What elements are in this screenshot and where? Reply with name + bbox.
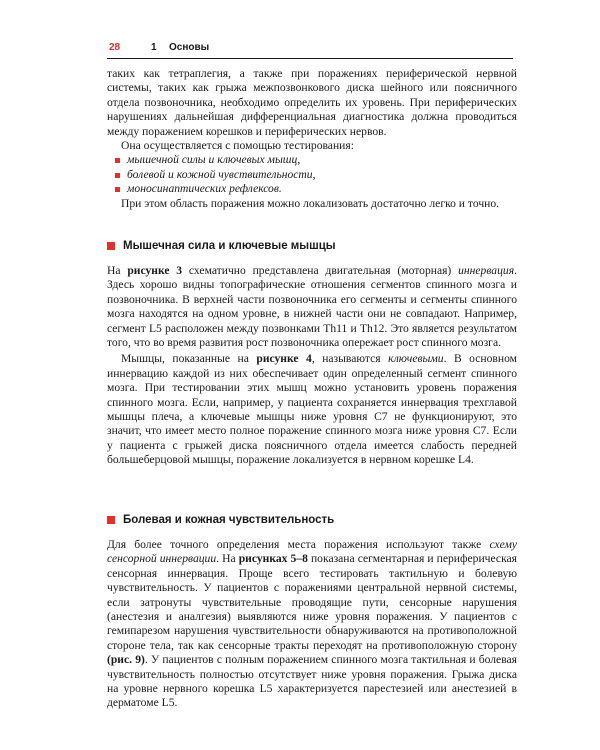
intro-block: [107, 67, 517, 211]
list-item: моносинаптических рефлексов.: [115, 182, 517, 196]
intro-lead-in: Она осуществляется с помощью тестирования:: [121, 139, 354, 153]
section-muscle-body: [107, 264, 517, 468]
intro-conclusion: При этом область поражения можно локализовать достаточно легко и точно.: [121, 196, 500, 210]
chapter-title: Основы: [169, 42, 210, 53]
list-item: болевой и кожной чувствительности,: [115, 168, 517, 182]
section-marker-icon: [107, 516, 115, 524]
intro-paragraph: таких как тетраплегия, а также при поражениях периферической нервной системы, таких как грыжа межпозвонкового диска шейного или поясничного отдела позвоночника, необходимо определить их уровень. При периферических нарушениях дальнейшая дифференциальная диагностика должна проводиться между поражением корешков и периферических нервов.: [107, 67, 517, 138]
bullet-icon: [115, 173, 120, 178]
page-header: [107, 36, 513, 59]
section-heading-muscle: Мышечная сила и ключевые мышцы: [107, 240, 517, 252]
paragraph: Для более точного определения места поражения используют также схему сенсорной иннервации. На рисунках 5–8 показана сегментарная и периферическая сенсорная иннервация. Проще всего тестировать тактильную и болевую чувствительность. У пациентов с поражениями центральной нервной системы, если затронуты чувствительные проводящие пути, сенсорные нарушения (анестезия и аналгезия) выявляются ниже уровня поражения. У пациентов с гемипарезом нарушения чувствительности обнаруживаются на противоположной стороне тела, так как сенсорные тракты переходят на противоположную сторону (рис. 9). У пациентов с полным поражением спинного мозга тактильная и болевая чувствительность полностью отсутствует ниже уровня поражения. Грыжа диска на уровне нервного корешка L5 характеризуется парестезией или анестезией в дерматоме L5.: [107, 538, 518, 710]
section-heading-sensitivity: Болевая и кожная чувствительность: [107, 514, 517, 526]
bullet-icon: [115, 187, 120, 192]
section-marker-icon: [107, 242, 115, 250]
testing-list: [107, 153, 517, 196]
paragraph: На рисунке 3 схематично представлена двигательная (моторная) иннервация. Здесь хорошо видны топографические отношения сегментов спинного мозга и позвоночника. В верхней части позвоночника его сегменты и сегменты спинного мозга находятся на одном уровне, в нижней части они не совпадают. Например, сегмент L5 расположен между позвонками Th11 и Th12. Это является результатом того, что во время развития рост позвоночника опережает рост спинного мозга.: [107, 264, 517, 350]
list-item: мышечной силы и ключевых мышц,: [115, 153, 517, 167]
bullet-icon: [115, 158, 120, 163]
chapter-number: 1: [151, 42, 157, 53]
page-number: 28: [109, 42, 121, 53]
paragraph: Мышцы, показанные на рисунке 4, называются ключевыми. В основном иннервацию каждой из них обеспечивает один определенный сегмент спинного мозга. При тестировании этих мышц можно установить уровень поражения спинного мозга. Если, например, у пациента сохраняется иннервация трехглавой мышцы плеча, а ключевые мышцы ниже уровня C7 не функционируют, это значит, что имеет место полное поражение спинного мозга ниже уровня C7. Если у пациента с грыжей диска поясничного отдела имеется слабость передней большеберцовой мышцы, поражение локализуется в нервном корешке L4.: [107, 352, 517, 467]
section-sensitivity-body: [107, 538, 517, 711]
